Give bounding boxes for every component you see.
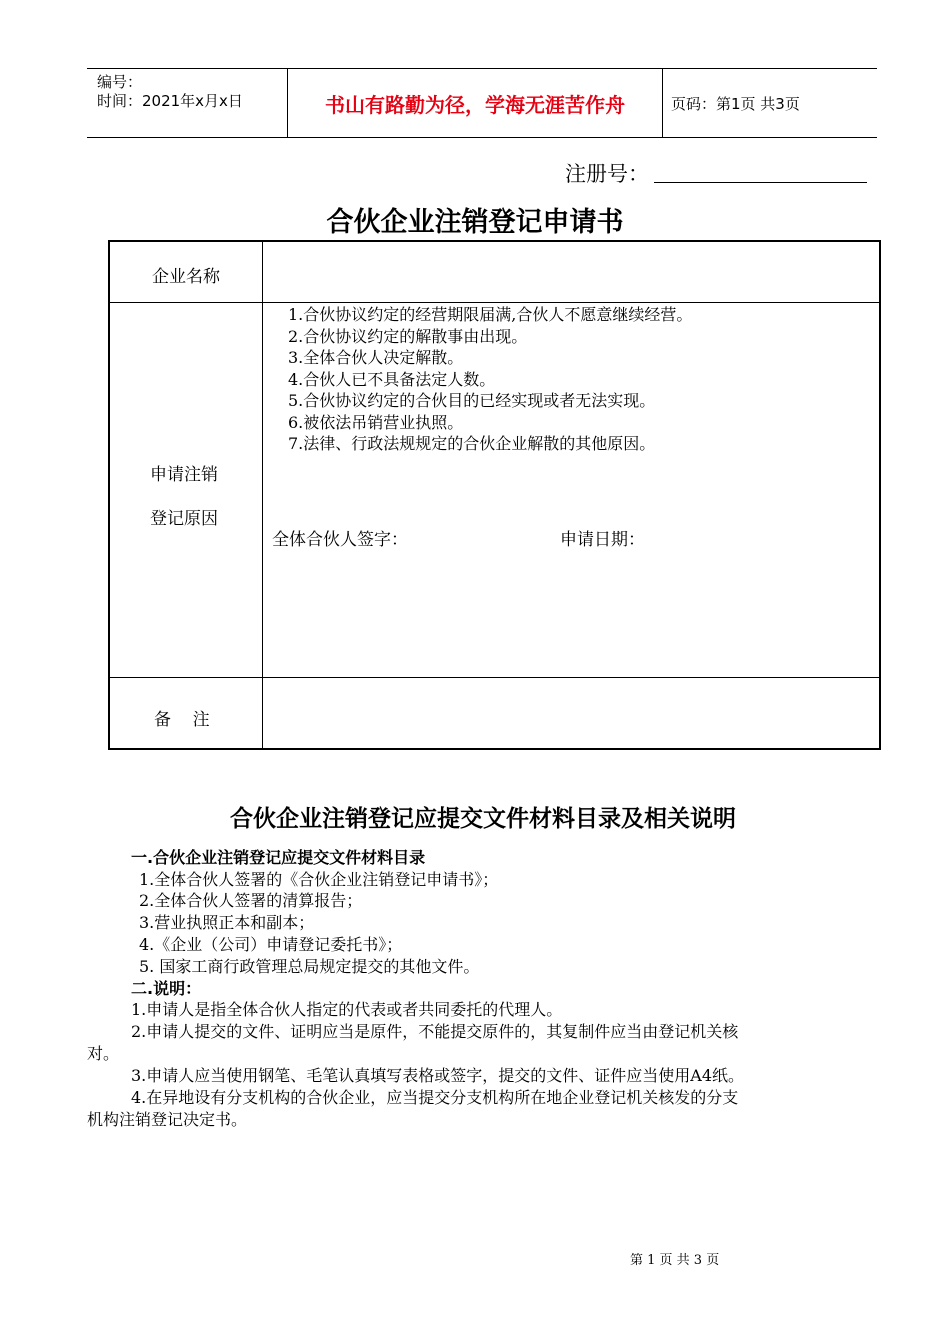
reason-item: 6.被依法吊销营业执照。 (288, 412, 464, 432)
header-page-cell (662, 69, 877, 137)
company-name-label: 企业名称 (152, 267, 220, 287)
table-divider-row2 (110, 677, 879, 678)
registration-label: 注册号： (565, 162, 649, 186)
registration-field-line[interactable] (654, 182, 867, 183)
page-footer: 第 1 页 共 3 页 (630, 1253, 720, 1268)
material-item: 5. 国家工商行政管理总局规定提交的其他文件。 (139, 957, 480, 976)
section1-heading: 一.合伙企业注销登记应提交文件材料目录 (131, 848, 426, 867)
material-item: 2.全体合伙人签署的清算报告； (139, 891, 363, 910)
page-info: 页码：第1页 共3页 (671, 94, 800, 113)
header-motto-cell (287, 69, 663, 137)
reason-item: 5.合伙协议约定的合伙目的已经实现或者无法实现。 (288, 391, 656, 410)
note-item-continued: 对。 (87, 1044, 120, 1063)
motto-text: 书山有路勤为径，学海无涯苦作舟 (325, 92, 625, 117)
signature-label: 全体合伙人签字： (272, 530, 408, 550)
reason-item: 3.全体合伙人决定解散。 (288, 348, 464, 367)
note-item: 1.申请人是指全体合伙人指定的代表或者共同委托的代理人。 (131, 1000, 563, 1019)
material-item: 1.全体合伙人签署的《合伙企业注销登记申请书》； (139, 870, 499, 889)
note-label: 备 注 (154, 710, 210, 730)
section2-heading: 二.说明： (131, 979, 202, 998)
application-date-label: 申请日期： (560, 530, 645, 550)
note-item: 4.在异地设有分支机构的合伙企业，应当提交分支机构所在地企业登记机关核发的分支 (131, 1088, 739, 1107)
reason-label-line1: 申请注销 (150, 465, 218, 485)
note-item: 3.申请人应当使用钢笔、毛笔认真填写表格或签字，提交的文件、证件应当使用A4纸。 (131, 1066, 745, 1085)
note-item: 2.申请人提交的文件、证明应当是原件，不能提交原件的，其复制件应当由登记机关核 (131, 1022, 739, 1041)
page-header (87, 68, 877, 138)
materials-title: 合伙企业注销登记应提交文件材料目录及相关说明 (230, 805, 736, 832)
reason-item: 4.合伙人已不具备法定人数。 (288, 369, 496, 389)
header-meta (87, 69, 287, 137)
reason-item: 7.法律、行政法规规定的合伙企业解散的其他原因。 (288, 434, 656, 453)
note-item-continued: 机构注销登记决定书。 (87, 1110, 248, 1129)
reason-item: 2.合伙协议约定的解散事由出现。 (288, 326, 528, 346)
reason-label-line2: 登记原因 (150, 509, 218, 529)
application-form-table (108, 240, 881, 750)
material-item: 4.《企业（公司）申请登记委托书》； (139, 935, 403, 954)
form-title: 合伙企业注销登记申请书 (326, 207, 624, 238)
reason-list (288, 304, 692, 455)
serial-label: 编号： (97, 73, 143, 91)
table-divider-vertical (262, 242, 263, 748)
time-label: 时间：2021年x月x日 (97, 92, 243, 110)
reason-item: 1.合伙协议约定的经营期限届满,合伙人不愿意继续经营。 (288, 305, 693, 324)
table-divider-row1 (110, 302, 879, 303)
material-item: 3.营业执照正本和副本； (139, 913, 315, 932)
